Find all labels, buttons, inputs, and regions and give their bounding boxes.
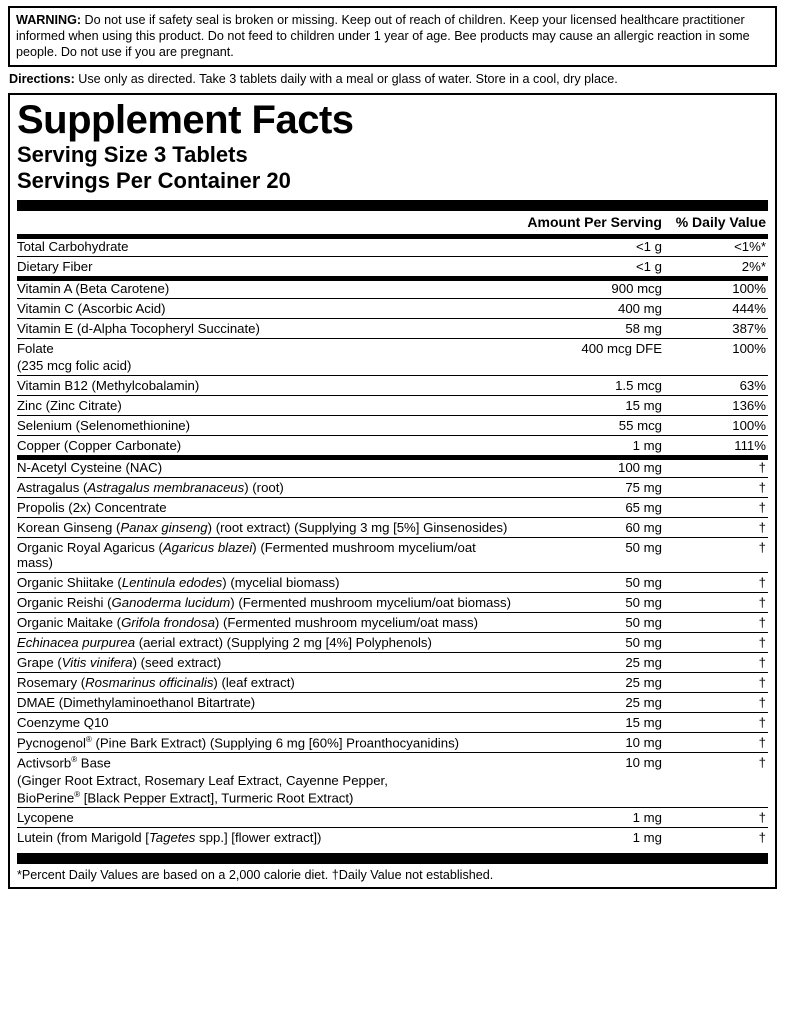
nutrient-name: Vitamin A (Beta Carotene) <box>17 280 170 296</box>
table-row <box>17 256 768 276</box>
table-row <box>17 415 768 435</box>
servings-per-container: Servings Per Container 20 <box>17 168 291 194</box>
nutrient-name: Rosemary (Rosmarinus officinalis) (leaf extract) <box>17 672 512 692</box>
directions-text: Use only as directed. Take 3 tablets daily with a meal or glass of water. Store in a cool, dry place. <box>74 72 618 87</box>
nutrient-name: Copper (Copper Carbonate) <box>17 435 512 455</box>
header-percent-daily-value: % Daily Value <box>675 213 766 230</box>
nutrient-daily-value: 100% <box>662 415 768 435</box>
nutrient-daily-value: † <box>662 612 768 632</box>
nutrient-daily-value: † <box>662 592 768 612</box>
nutrient-daily-value: 100% <box>732 280 766 296</box>
nutrient-daily-value: † <box>662 517 768 537</box>
nutrient-amount: 10 mg <box>512 753 662 773</box>
nutrient-name: Vitamin E (d-Alpha Tocopheryl Succinate) <box>17 318 512 338</box>
nutrient-name: BioPerine® [Black Pepper Extract], Turmeric Root Extract) <box>17 789 354 806</box>
table-row <box>17 732 768 752</box>
nutrient-amount: 100 mg <box>618 459 662 475</box>
nutrient-name: Activsorb® Base <box>17 753 512 773</box>
nutrient-name: Lycopene <box>17 808 512 828</box>
header-amount-per-serving: Amount Per Serving <box>527 213 662 230</box>
nutrient-name: Pycnogenol® (Pine Bark Extract) (Supplying 6 mg [60%] Proanthocyanidins) <box>17 732 512 752</box>
nutrient-amount: 50 mg <box>512 632 662 652</box>
nutrient-daily-value: 387% <box>662 318 768 338</box>
nutrient-name: Organic Royal Agaricus (Agaricus blazei) (Fermented mushroom mycelium/oat mass) <box>17 537 512 572</box>
table-row <box>17 460 768 478</box>
nutrient-amount <box>512 358 662 376</box>
warning-box <box>8 6 777 67</box>
nutrition-header-table <box>17 211 768 234</box>
nutrient-amount: 15 mg <box>512 395 662 415</box>
table-row <box>17 497 768 517</box>
table-row <box>17 808 768 828</box>
nutrient-daily-value: † <box>662 753 768 773</box>
directions-label: Directions: <box>9 72 75 87</box>
nutrient-amount: 25 mg <box>512 672 662 692</box>
table-header-row <box>17 211 768 234</box>
supplement-facts-panel <box>8 93 777 889</box>
nutrient-amount: 65 mg <box>512 497 662 517</box>
nutrient-name: Astragalus (Astragalus membranaceus) (root) <box>17 477 512 497</box>
nutrient-name: Lutein (from Marigold [Tagetes spp.] [flower extract]) <box>17 828 512 848</box>
nutrient-daily-value: <1%* <box>734 238 766 254</box>
nutrient-daily-value: 63% <box>662 375 768 395</box>
nutrient-daily-value: † <box>662 477 768 497</box>
nutrient-amount: 50 mg <box>512 572 662 592</box>
heavy-divider-bottom <box>17 853 768 864</box>
nutrient-amount: 400 mg <box>512 298 662 318</box>
nutrient-table <box>17 460 768 847</box>
nutrient-daily-value: † <box>662 632 768 652</box>
nutrient-amount: 75 mg <box>512 477 662 497</box>
nutrient-name: Organic Shiitake (Lentinula edodes) (mycelial biomass) <box>17 572 512 592</box>
table-row <box>17 435 768 455</box>
nutrient-daily-value <box>662 358 768 376</box>
table-row <box>17 298 768 318</box>
nutrient-amount: 50 mg <box>512 592 662 612</box>
nutrient-daily-value <box>662 790 768 808</box>
nutrient-daily-value: 100% <box>662 338 768 358</box>
nutrient-amount: <1 g <box>512 256 662 276</box>
nutrient-daily-value: † <box>662 652 768 672</box>
nutrient-amount <box>512 773 662 790</box>
table-row <box>17 281 768 299</box>
table-row <box>17 790 768 808</box>
nutrient-daily-value: † <box>662 692 768 712</box>
nutrient-amount: 50 mg <box>512 537 662 572</box>
heavy-divider-top <box>17 200 768 211</box>
page-title: Supplement Facts <box>17 98 354 143</box>
nutrient-name: Echinacea purpurea (aerial extract) (Supplying 2 mg [4%] Polyphenols) <box>17 632 512 652</box>
nutrient-name: Propolis (2x) Concentrate <box>17 497 512 517</box>
nutrient-name: Organic Maitake (Grifola frondosa) (Fermented mushroom mycelium/oat mass) <box>17 612 512 632</box>
table-row <box>17 517 768 537</box>
warning-text: Do not use if safety seal is broken or missing. Keep out of reach of children. Keep your licensed healthcare practitioner informed when using this product. Do not feed to children under 1 year of age. Bee products may cause an allergic reaction in some people. Do not use if you are pregnant. <box>16 13 750 60</box>
table-row <box>17 632 768 652</box>
nutrient-table <box>17 281 768 455</box>
table-row <box>17 692 768 712</box>
warning-label: WARNING: <box>16 13 82 27</box>
nutrient-daily-value: † <box>662 732 768 752</box>
table-row <box>17 712 768 732</box>
nutrient-name: Selenium (Selenomethionine) <box>17 415 512 435</box>
nutrient-name: Coenzyme Q10 <box>17 712 512 732</box>
nutrient-name: Grape (Vitis vinifera) (seed extract) <box>17 652 512 672</box>
nutrient-name: Vitamin B12 (Methylcobalamin) <box>17 375 512 395</box>
nutrient-amount: 50 mg <box>512 612 662 632</box>
table-row <box>17 395 768 415</box>
nutrient-name: (Ginger Root Extract, Rosemary Leaf Extract, Cayenne Pepper, <box>17 772 388 788</box>
nutrient-amount: 1.5 mcg <box>512 375 662 395</box>
nutrient-name: DMAE (Dimethylaminoethanol Bitartrate) <box>17 692 512 712</box>
nutrient-daily-value: 444% <box>662 298 768 318</box>
nutrient-daily-value: † <box>662 712 768 732</box>
table-row <box>17 358 768 376</box>
table-row <box>17 753 768 773</box>
nutrient-amount: 15 mg <box>512 712 662 732</box>
nutrient-daily-value: † <box>758 459 766 475</box>
table-row <box>17 828 768 848</box>
table-row <box>17 592 768 612</box>
nutrient-amount: 55 mcg <box>512 415 662 435</box>
nutrient-amount: 60 mg <box>512 517 662 537</box>
nutrient-amount: 25 mg <box>512 692 662 712</box>
table-row <box>17 537 768 572</box>
table-row <box>17 318 768 338</box>
nutrient-daily-value: † <box>662 672 768 692</box>
serving-size: Serving Size 3 Tablets <box>17 142 248 168</box>
nutrient-name: Total Carbohydrate <box>17 238 129 254</box>
table-row <box>17 612 768 632</box>
nutrient-amount <box>512 790 662 808</box>
nutrient-name: Vitamin C (Ascorbic Acid) <box>17 298 512 318</box>
table-row <box>17 239 768 257</box>
nutrient-daily-value: † <box>662 572 768 592</box>
nutrient-daily-value: 2%* <box>662 256 768 276</box>
nutrient-name: Dietary Fiber <box>17 256 512 276</box>
nutrient-amount: <1 g <box>635 238 662 254</box>
nutrient-amount: 10 mg <box>512 732 662 752</box>
table-row <box>17 477 768 497</box>
nutrient-daily-value: † <box>662 497 768 517</box>
directions-line <box>8 72 777 88</box>
nutrient-daily-value: † <box>662 828 768 848</box>
nutrient-amount: 900 mcg <box>611 280 662 296</box>
nutrient-amount: 1 mg <box>512 828 662 848</box>
nutrient-name: (235 mcg folic acid) <box>17 357 132 373</box>
nutrient-name: Korean Ginseng (Panax ginseng) (root extract) (Supplying 3 mg [5%] Ginsenosides) <box>17 517 512 537</box>
table-row <box>17 338 768 358</box>
nutrient-daily-value: † <box>662 808 768 828</box>
nutrient-amount: 25 mg <box>512 652 662 672</box>
nutrient-table <box>17 239 768 276</box>
header-spacer <box>17 211 512 234</box>
nutrient-daily-value: 111% <box>662 435 768 455</box>
nutrient-amount: 400 mcg DFE <box>512 338 662 358</box>
nutrient-amount: 58 mg <box>512 318 662 338</box>
nutrient-name: N-Acetyl Cysteine (NAC) <box>17 459 163 475</box>
table-row <box>17 375 768 395</box>
nutrient-name: Organic Reishi (Ganoderma lucidum) (Fermented mushroom mycelium/oat biomass) <box>17 592 512 612</box>
nutrient-daily-value: 136% <box>662 395 768 415</box>
nutrient-name: Folate <box>17 338 512 358</box>
nutrient-daily-value: † <box>662 537 768 572</box>
nutrient-amount: 1 mg <box>512 808 662 828</box>
table-row <box>17 652 768 672</box>
nutrient-amount: 1 mg <box>512 435 662 455</box>
table-row <box>17 572 768 592</box>
nutrient-groups <box>17 239 768 847</box>
table-row <box>17 672 768 692</box>
nutrient-daily-value <box>662 773 768 790</box>
nutrient-name: Zinc (Zinc Citrate) <box>17 395 512 415</box>
table-row <box>17 773 768 790</box>
footnote: *Percent Daily Values are based on a 2,000 calorie diet. †Daily Value not established. <box>17 868 494 883</box>
